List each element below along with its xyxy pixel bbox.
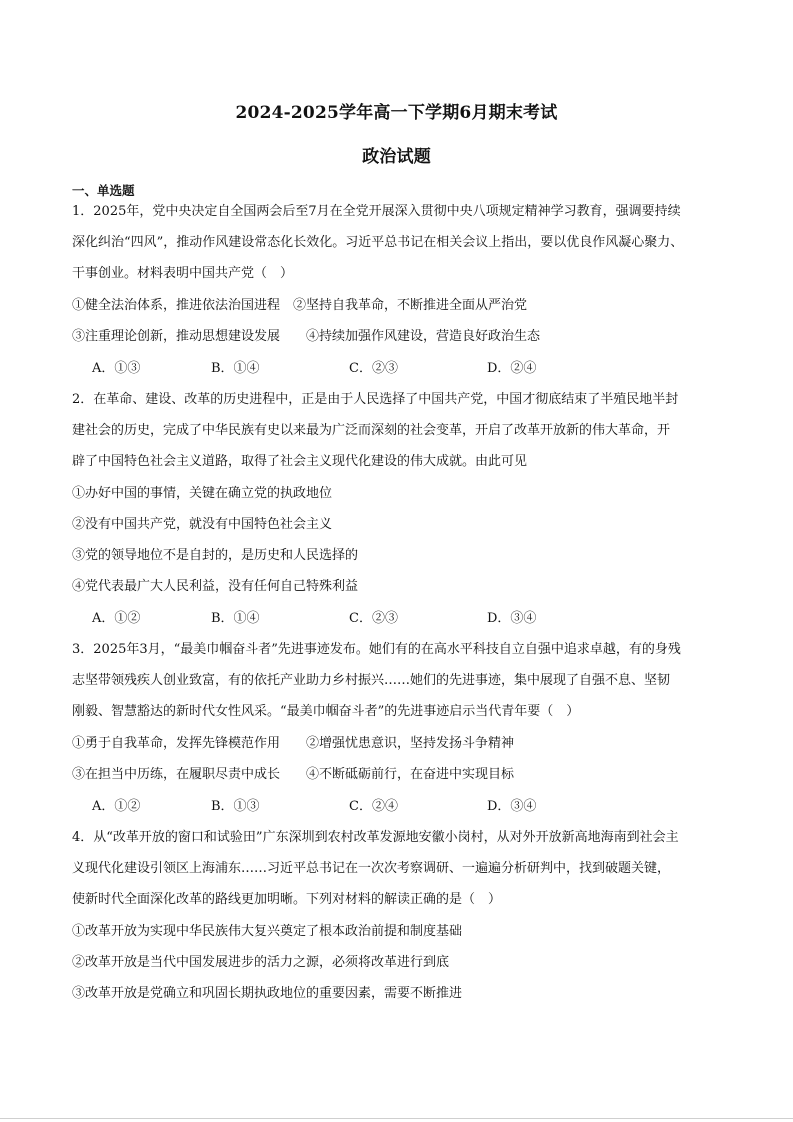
q2-statement-2: ②没有中国共产党，就没有中国特色社会主义 bbox=[72, 517, 333, 532]
q2-statement-3: ③党的领导地位不是自封的，是历史和人民选择的 bbox=[72, 548, 359, 563]
q1-option-c[interactable]: C．②③ bbox=[349, 361, 398, 376]
q1-statement-line-2: ③注重理论创新，推动思想建设发展 ④持续加强作风建设，营造良好政治生态 bbox=[72, 329, 541, 344]
q1-stem-line-2: 深化纠治“四风”，推动作风建设常态化长效化。习近平总书记在相关会议上指出，要以优良作风凝心聚力、 bbox=[72, 235, 684, 250]
q2-stem-line-3: 辟了中国特色社会主义道路，取得了社会主义现代化建设的伟大成就。由此可见 bbox=[72, 454, 528, 469]
q2-statement-1: ①办好中国的事情，关键在确立党的执政地位 bbox=[72, 486, 333, 501]
q2-stem-line-2: 建社会的历史，完成了中华民族有史以来最为广泛而深刻的社会变革，开启了改革开放新的伟大革命，开 bbox=[72, 423, 671, 438]
q3-option-a[interactable]: A．①② bbox=[92, 799, 141, 814]
q1-stem-line-1: 1．2025年，党中央决定自全国两会后至7月在全党开展深入贯彻中央八项规定精神学习教育，强调要持续 bbox=[72, 204, 681, 219]
q3-stem-line-2: 志坚带领残疾人创业致富，有的依托产业助力乡村振兴……她们的先进事迹，集中展现了自强不息、坚韧 bbox=[72, 673, 671, 688]
q3-option-d[interactable]: D．③④ bbox=[487, 799, 537, 814]
q3-stem-line-1: 3．2025年3月，“最美巾帼奋斗者”先进事迹发布。她们有的在高水平科技自立自强中追求卓越，有的身残 bbox=[72, 642, 681, 657]
q3-option-c[interactable]: C．②④ bbox=[349, 799, 398, 814]
q1-option-d[interactable]: D．②④ bbox=[487, 361, 537, 376]
q4-statement-1: ①改革开放为实现中华民族伟大复兴奠定了根本政治前提和制度基础 bbox=[72, 924, 463, 939]
q2-option-b[interactable]: B．①④ bbox=[211, 611, 260, 626]
q4-stem-line-1: 4．从“改革开放的窗口和试验田”广东深圳到农村改革发源地安徽小岗村，从对外开放新高地海南到社会主 bbox=[72, 830, 679, 845]
exam-title: 2024-2025学年高一下学期6月期末考试 bbox=[235, 103, 558, 123]
q2-statement-4: ④党代表最广大人民利益，没有任何自己特殊利益 bbox=[72, 579, 359, 594]
section-heading: 一、单选题 bbox=[72, 183, 135, 198]
exam-subtitle: 政治试题 bbox=[362, 147, 431, 167]
q1-statement-line-1: ①健全法治体系，推进依法治国进程 ②坚持自我革命，不断推进全面从严治党 bbox=[72, 298, 528, 313]
q3-stem-line-3: 刚毅、智慧豁达的新时代女性风采。“最美巾帼奋斗者”的先进事迹启示当代青年要（ ） bbox=[72, 704, 580, 719]
q2-option-a[interactable]: A．①② bbox=[92, 611, 141, 626]
q2-option-d[interactable]: D．③④ bbox=[487, 611, 537, 626]
q4-stem-line-3: 使新时代全面深化改革的路线更加明晰。下列对材料的解读正确的是（ ） bbox=[72, 892, 502, 907]
q1-stem-line-3: 干事创业。材料表明中国共产党（ ） bbox=[72, 266, 294, 281]
q2-option-c[interactable]: C．②③ bbox=[349, 611, 398, 626]
q1-option-a[interactable]: A．①③ bbox=[92, 361, 141, 376]
q4-statement-3: ③改革开放是党确立和巩固长期执政地位的重要因素，需要不断推进 bbox=[72, 986, 463, 1001]
q2-stem-line-1: 2．在革命、建设、改革的历史进程中，正是由于人民选择了中国共产党，中国才彻底结束了半殖民地半封 bbox=[72, 392, 679, 407]
q3-option-b[interactable]: B．①③ bbox=[211, 799, 260, 814]
q4-stem-line-2: 义现代化建设引领区上海浦东……习近平总书记在一次次考察调研、一遍遍分析研判中，找到破题关键， bbox=[72, 861, 671, 876]
q3-statement-line-1: ①勇于自我革命，发挥先锋模范作用 ②增强忧患意识，坚持发扬斗争精神 bbox=[72, 736, 515, 751]
q3-statement-line-2: ③在担当中历练，在履职尽责中成长 ④不断砥砺前行，在奋进中实现目标 bbox=[72, 767, 515, 782]
page-bottom-divider bbox=[0, 1118, 793, 1119]
q4-statement-2: ②改革开放是当代中国发展进步的活力之源，必须将改革进行到底 bbox=[72, 955, 450, 970]
q1-option-b[interactable]: B．①④ bbox=[211, 361, 260, 376]
